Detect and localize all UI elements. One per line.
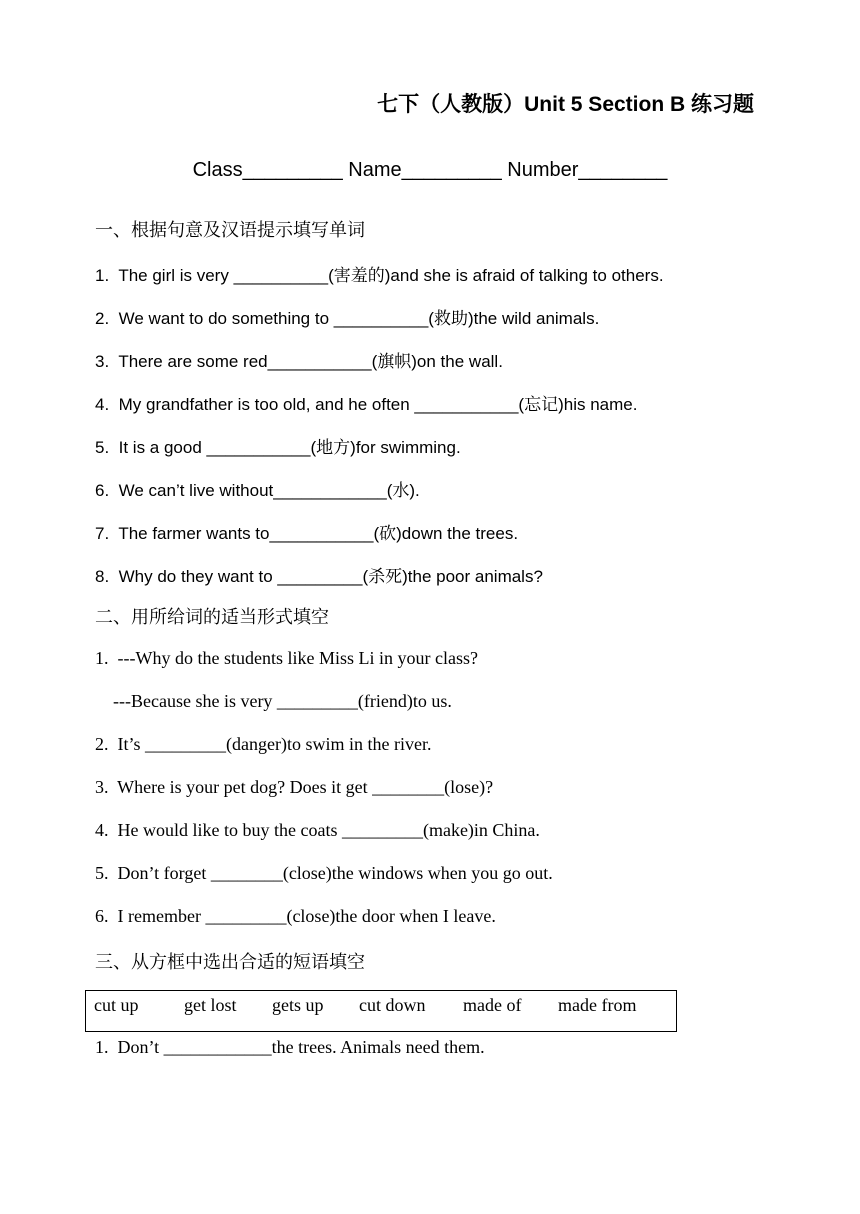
phrase-option: gets up (272, 995, 324, 1015)
section1-question-1: 1. The girl is very __________(害羞的)and she is afraid of talking to others. (95, 266, 664, 285)
section2-question-4: 4. He would like to buy the coats _________(make)in China. (95, 820, 540, 840)
section1-question-8: 8. Why do they want to _________(杀死)the poor animals? (95, 567, 543, 586)
section1-question-6: 6. We can’t live without____________(水). (95, 481, 420, 500)
section1-question-5: 5. It is a good ___________(地方)for swimming. (95, 438, 461, 457)
phrase-option: cut up (94, 995, 139, 1015)
section1-heading: 一、根据句意及汉语提示填写单词 (95, 220, 365, 241)
section1-question-7: 7. The farmer wants to___________(砍)down the trees. (95, 524, 519, 543)
phrase-option: made from (558, 995, 637, 1015)
phrase-option: get lost (184, 995, 237, 1015)
section2-question-2: 2. It’s _________(danger)to swim in the river. (95, 734, 432, 754)
section1-question-3: 3. There are some red___________(旗帜)on the wall. (95, 352, 503, 371)
section1-question-2: 2. We want to do something to __________(救助)the wild animals. (95, 309, 600, 328)
section2-question-6: 6. I remember _________(close)the door when I leave. (95, 906, 496, 926)
phrase-option: made of (463, 995, 522, 1015)
section3-question-1: 1. Don’t ____________the trees. Animals need them. (95, 1037, 485, 1057)
section2-question-3: 3. Where is your pet dog? Does it get ________(lose)? (95, 777, 494, 797)
section3-heading: 三、从方框中选出合适的短语填空 (95, 952, 365, 973)
section2-question-5: 5. Don’t forget ________(close)the windows when you go out. (95, 863, 553, 883)
phrase-box (85, 990, 677, 1032)
section2-question-1: 1. ---Why do the students like Miss Li in your class? (95, 648, 478, 668)
worksheet-title: 七下（人教版）Unit 5 Section B 练习题 (377, 93, 754, 116)
student-info-line: Class_________ Name_________ Number________ (192, 159, 668, 181)
section2-heading: 二、用所给词的适当形式填空 (95, 607, 329, 628)
section2-question-1-answer-line: ---Because she is very _________(friend)to us. (95, 691, 452, 711)
phrase-option: cut down (359, 995, 426, 1015)
section1-question-4: 4. My grandfather is too old, and he often ___________(忘记)his name. (95, 395, 638, 414)
